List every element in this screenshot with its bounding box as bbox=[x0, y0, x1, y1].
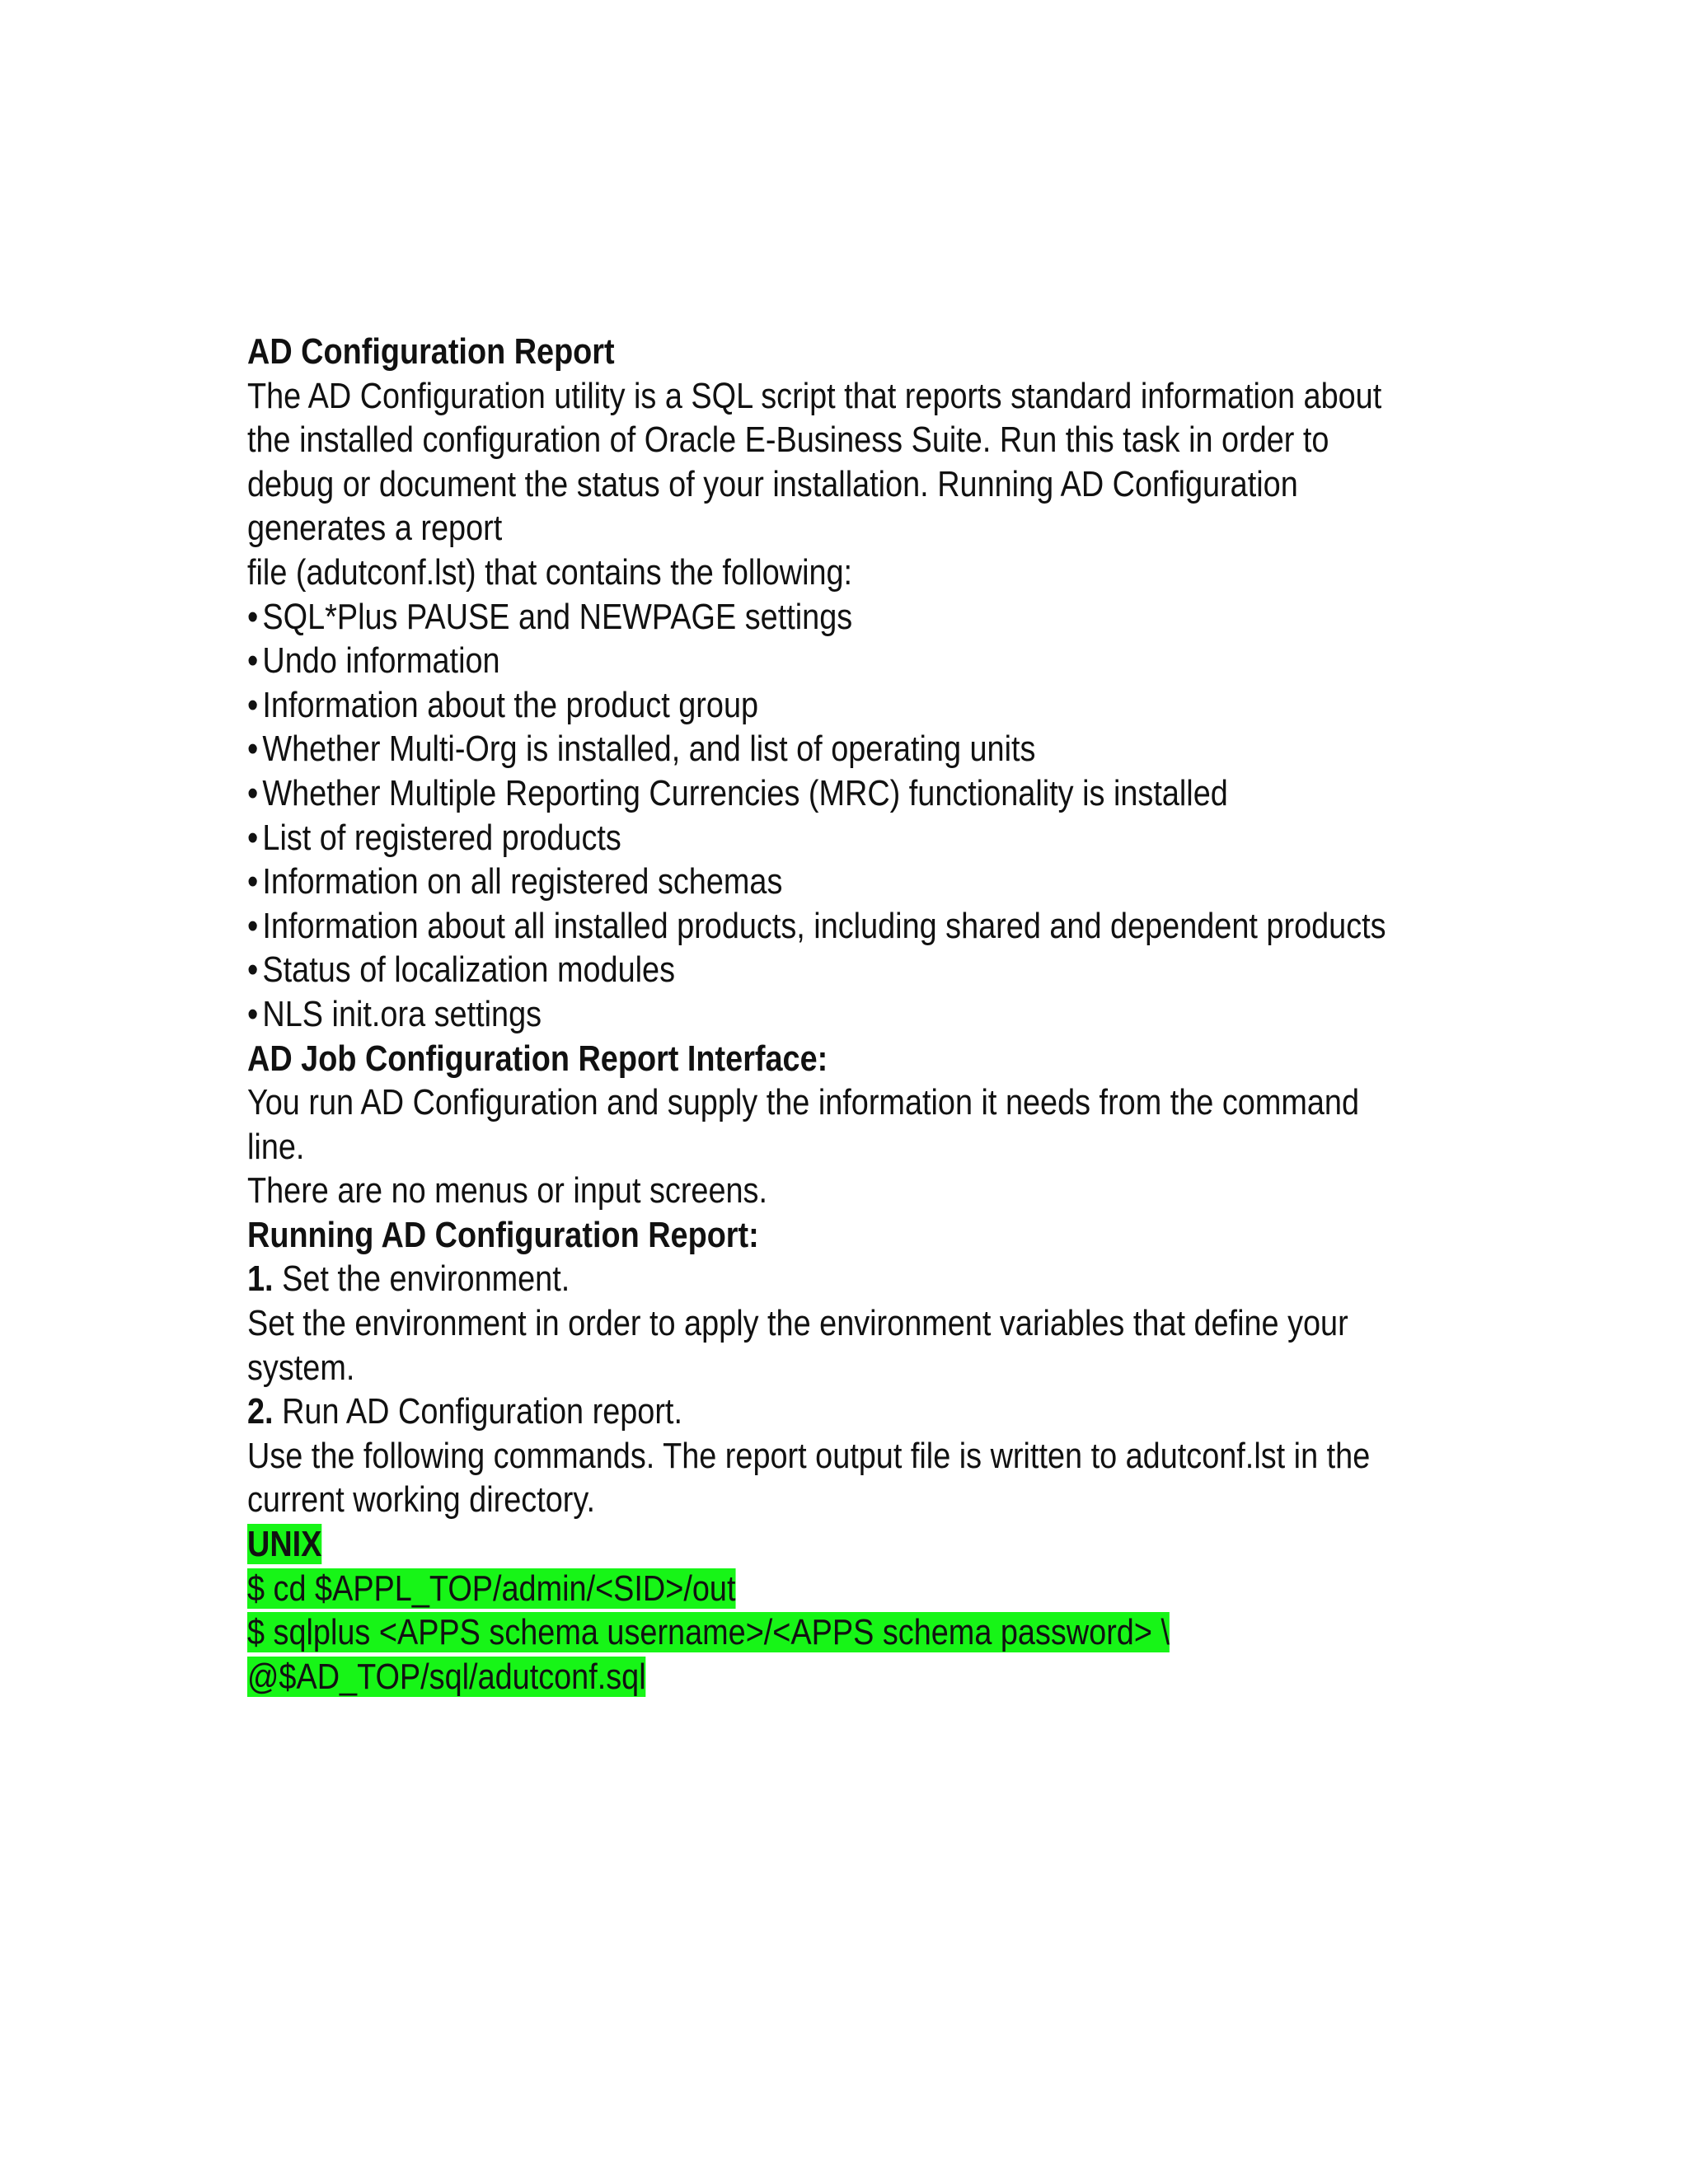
bullet-icon: • bbox=[247, 772, 259, 813]
bullet-icon: • bbox=[247, 596, 259, 637]
bullet-item bbox=[247, 595, 1282, 640]
code-line: @$AD_TOP/sql/adutconf.sql bbox=[247, 1656, 646, 1697]
interface-heading: AD Job Configuration Report Interface: bbox=[247, 1038, 828, 1079]
bullet-item bbox=[247, 727, 1282, 771]
code-line: $ cd $APPL_TOP/admin/<SID>/out bbox=[247, 1568, 736, 1609]
intro-line: file (adutconf.lst) that contains the following: bbox=[247, 551, 853, 593]
bullet-text: Status of localization modules bbox=[262, 949, 676, 991]
step-2 bbox=[247, 1390, 1282, 1434]
code-line: $ sqlplus <APPS schema username>/<APPS schema password> \ bbox=[247, 1612, 1170, 1653]
step-2-detail: Use the following commands. The report output file is written to adutconf.lst in the bbox=[247, 1435, 1371, 1476]
bullet-text: NLS init.ora settings bbox=[262, 993, 542, 1034]
bullet-item bbox=[247, 948, 1282, 992]
bullet-icon: • bbox=[247, 861, 259, 902]
bullet-text: SQL*Plus PAUSE and NEWPAGE settings bbox=[262, 596, 853, 637]
code-block bbox=[247, 1522, 1282, 1699]
bullet-text: Whether Multiple Reporting Currencies (MRC) functionality is installed bbox=[262, 772, 1228, 813]
bullet-text: Information on all registered schemas bbox=[262, 861, 783, 902]
intro-line: the installed configuration of Oracle E-Business Suite. Run this task in order to bbox=[247, 419, 1329, 461]
step-1 bbox=[247, 1257, 1282, 1301]
bullet-item bbox=[247, 639, 1282, 683]
bullet-icon: • bbox=[247, 993, 259, 1034]
step-2-detail: current working directory. bbox=[247, 1479, 595, 1521]
bullet-text: Information about all installed products, including shared and dependent products bbox=[262, 905, 1386, 946]
bullet-item bbox=[247, 860, 1282, 904]
interface-line: line. bbox=[247, 1126, 305, 1167]
bullet-icon: • bbox=[247, 729, 259, 770]
step-1-text: Set the environment. bbox=[273, 1258, 570, 1300]
interface-line: There are no menus or input screens. bbox=[247, 1170, 767, 1212]
bullet-item bbox=[247, 683, 1282, 728]
bullet-item bbox=[247, 816, 1282, 860]
intro-line: debug or document the status of your installation. Running AD Configuration bbox=[247, 463, 1298, 504]
intro-line: generates a report bbox=[247, 508, 503, 549]
contents-bullet-list bbox=[247, 595, 1386, 1037]
step-1-detail: system. bbox=[247, 1347, 355, 1388]
step-2-text: Run AD Configuration report. bbox=[273, 1391, 682, 1432]
interface-line: You run AD Configuration and supply the information it needs from the command bbox=[247, 1082, 1360, 1123]
running-heading: Running AD Configuration Report: bbox=[247, 1214, 759, 1255]
bullet-icon: • bbox=[247, 817, 259, 858]
bullet-icon: • bbox=[247, 949, 259, 991]
bullet-item bbox=[247, 771, 1282, 816]
step-2-number: 2. bbox=[247, 1391, 274, 1432]
code-label: UNIX bbox=[247, 1524, 322, 1565]
bullet-icon: • bbox=[247, 905, 259, 946]
bullet-item bbox=[247, 904, 1386, 949]
bullet-text: Whether Multi-Org is installed, and list of operating units bbox=[262, 729, 1036, 770]
document-body bbox=[247, 330, 1386, 1699]
intro-line: The AD Configuration utility is a SQL script that reports standard information about bbox=[247, 375, 1382, 416]
bullet-text: List of registered products bbox=[262, 817, 621, 858]
step-1-number: 1. bbox=[247, 1258, 274, 1300]
bullet-item bbox=[247, 992, 1282, 1037]
bullet-icon: • bbox=[247, 684, 259, 725]
bullet-text: Information about the product group bbox=[262, 684, 759, 725]
bullet-text: Undo information bbox=[262, 640, 500, 682]
bullet-icon: • bbox=[247, 640, 259, 682]
step-1-detail: Set the environment in order to apply the environment variables that define your bbox=[247, 1303, 1348, 1344]
report-title: AD Configuration Report bbox=[247, 331, 615, 372]
